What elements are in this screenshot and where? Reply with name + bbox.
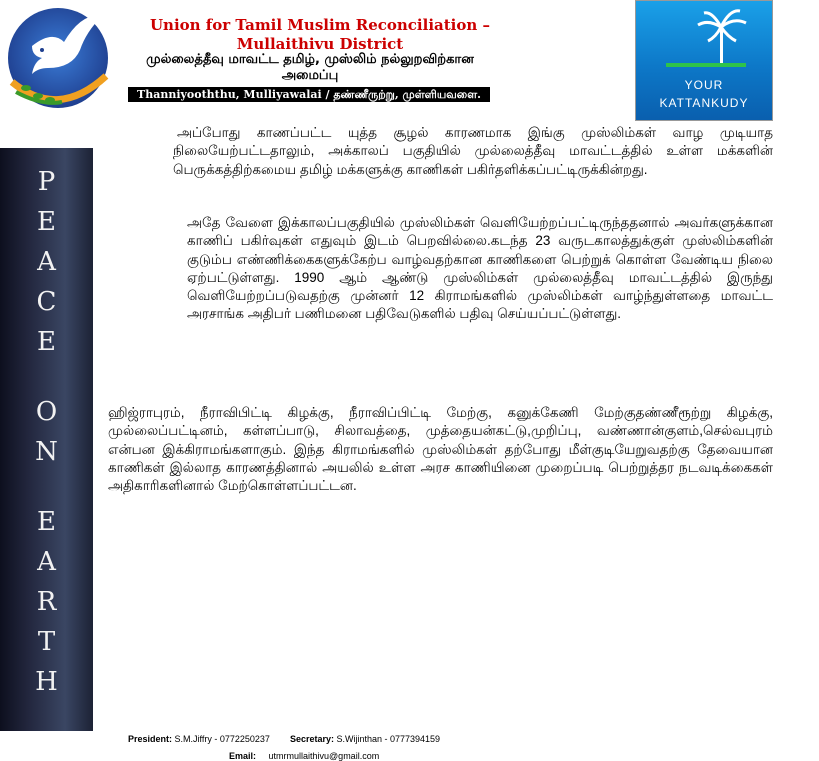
banner-letter: O (35, 397, 58, 427)
banner-letter: A (37, 247, 56, 277)
president-value: S.M.Jiffry - 0772250237 (174, 734, 270, 744)
body-paragraph-3: ஹிஜ்ராபுரம், நீராவிபிட்டி கிழக்கு, நீராவிப்பிட்டி மேற்கு, கனுக்கேணி மேற்குதண்ணீரூற்று கிழக்கு, முல்லைப்பட்டினம், கள்ளப்பாடு, சிலாவத்தை, முத்தையன்கட்டு,முறிப்பு, வண்ணான்குளம்,செல்வபுரம் என்பன இக்கிராமங்களாகும். இந்த கிராமங்களில் முஸ்லிம்கள் தற்போது மீள்குடியேறுவதற்கு தேவையான காணிகள் இல்லாத காரணத்தினால் அயலில் உள்ள அரச காணியினை முறைப்படி பெற்றுத்தர நடவடிக்கைகள் அதிகாரிகளினால் மேற்கொள்ளப்பட்டன. (108, 405, 773, 494)
address-bar: Thanniyooththu, Mulliyawalai / தண்ணீருற்று, முள்ளியவளை. (128, 87, 490, 102)
footer-email (229, 751, 379, 761)
organization-title-line1: Union for Tamil Muslim Reconciliation – (149, 16, 491, 34)
secretary-label: Secretary: (289, 734, 334, 744)
banner-letter: E (37, 507, 56, 537)
banner-letter: E (37, 327, 56, 357)
kattankudy-logo (635, 0, 773, 121)
body-paragraph-1: அப்போது காணப்பட்ட யுத்த சூழல் காரணமாக இங்கு முஸ்லிம்கள் வாழ முடியாத நிலையேற்பட்டதாலும், அக்காலப் பகுதியில் முல்லைத்தீவு மாவட்டத்தில் உள்ள மக்களின் பெருக்கத்திற்கமைய தமிழ் மக்களுக்கு காணிகள் பகிர்தளிக்கப்பட்டிருக்கின்றது. (173, 125, 773, 177)
banner-letter: R (36, 587, 57, 617)
body-paragraph-2: அதே வேளை இக்காலப்பகுதியில் முஸ்லிம்கள் வெளியேற்றப்பட்டிருந்ததனால் அவர்களுக்கான காணிப் பகிர்வுகள் எதுவும் இடம் பெறவில்லை.கடந்த 23 வருடகாலத்துக்குள் முஸ்லிம்களின் குடும்ப எண்ணிக்கைகளுக்கேற்ப வாழ்வதற்கான காணிகளை பெற்றுக் கொள்ள வேண்டிய நிலை ஏற்பட்டுள்ளது. 1990 ஆம் ஆண்டு முஸ்லிம்கள் முல்லைத்தீவு மாவட்டத்தில் இருந்து வெளியேற்றப்படுவதற்கு முன்னர் 12 கிராமங்களில் முஸ்லிம்கள் வாழ்ந்துள்ளதை மாவட்ட அரசாங்க அதிபர் பணிமனை பதிவேடுகளில் பதிவு செய்யப்பட்டுள்ளது. (187, 215, 773, 322)
president-label: President: (128, 734, 173, 744)
organization-title (120, 16, 520, 54)
banner-gap (0, 362, 93, 392)
tamil-title-line1: முல்லைத்தீவு மாவட்ட தமிழ், முஸ்லிம் நல்லுறவிற்கான (146, 52, 474, 67)
email-label: Email: (229, 751, 257, 761)
organization-title-line2: Mullaithivu District (236, 35, 404, 53)
banner-letter: H (35, 667, 58, 697)
banner-letter: P (37, 167, 56, 197)
banner-letter: E (37, 207, 56, 237)
tamil-title-line2: அமைப்பு (281, 68, 339, 83)
banner-letter: T (37, 627, 56, 657)
banner-letter: A (37, 547, 56, 577)
secretary-value: S.Wijinthan - 0777394159 (336, 734, 441, 744)
logo-caption-kattankudy: KATTANKUDY (659, 96, 749, 110)
footer-contacts (128, 734, 440, 744)
organization-title-tamil (100, 52, 520, 84)
logo-caption-your: YOUR (684, 78, 724, 92)
email-value[interactable]: utmrmullaithivu@gmail.com (268, 751, 380, 761)
banner-letter: N (35, 437, 58, 467)
peace-on-earth-banner (0, 148, 93, 731)
banner-letters (0, 162, 93, 702)
banner-letter: C (36, 287, 57, 317)
banner-gap (0, 472, 93, 502)
